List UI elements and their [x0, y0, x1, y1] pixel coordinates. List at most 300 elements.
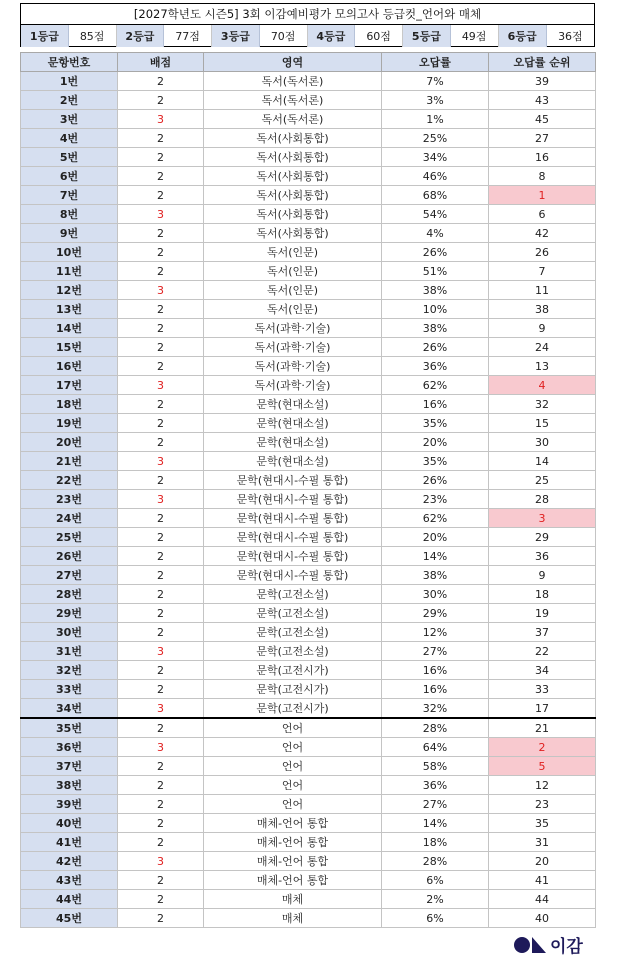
cell-error-rank: 31 — [489, 833, 596, 852]
cell-number: 17번 — [21, 376, 118, 395]
cell-error-rate: 51% — [382, 262, 489, 281]
cell-points: 3 — [118, 738, 204, 757]
cell-number: 35번 — [21, 718, 118, 738]
table-row — [21, 547, 596, 566]
table-row — [21, 795, 596, 814]
cell-area: 독서(인문) — [204, 281, 382, 300]
error-rate-table — [20, 52, 596, 928]
cell-error-rank: 4 — [489, 376, 596, 395]
cell-points: 2 — [118, 91, 204, 110]
table-row — [21, 718, 596, 738]
cell-points: 2 — [118, 509, 204, 528]
cell-number: 10번 — [21, 243, 118, 262]
cell-points: 2 — [118, 167, 204, 186]
table-row — [21, 395, 596, 414]
cell-error-rank: 26 — [489, 243, 596, 262]
cell-error-rate: 46% — [382, 167, 489, 186]
cell-error-rate: 28% — [382, 718, 489, 738]
cell-error-rank: 15 — [489, 414, 596, 433]
grade-cell — [21, 25, 117, 47]
igam-logo-icon — [513, 935, 547, 955]
cell-area: 독서(사회통합) — [204, 167, 382, 186]
cell-error-rank: 45 — [489, 110, 596, 129]
cell-error-rank: 33 — [489, 680, 596, 699]
cell-error-rank: 37 — [489, 623, 596, 642]
cell-number: 7번 — [21, 186, 118, 205]
cell-error-rank: 39 — [489, 72, 596, 91]
grade-cell — [499, 25, 595, 47]
cell-number: 3번 — [21, 110, 118, 129]
cell-number: 25번 — [21, 528, 118, 547]
table-row — [21, 909, 596, 928]
table-row — [21, 129, 596, 148]
table-row — [21, 224, 596, 243]
cell-area: 독서(과학·기술) — [204, 357, 382, 376]
table-row — [21, 680, 596, 699]
cell-error-rate: 3% — [382, 91, 489, 110]
table-row — [21, 471, 596, 490]
table-row — [21, 776, 596, 795]
grade-score: 49점 — [451, 25, 499, 47]
cell-error-rate: 36% — [382, 357, 489, 376]
cell-number: 9번 — [21, 224, 118, 243]
cell-error-rate: 32% — [382, 699, 489, 719]
cell-error-rank: 43 — [489, 91, 596, 110]
table-row — [21, 871, 596, 890]
cell-area: 문학(현대소설) — [204, 414, 382, 433]
page-title: [2027학년도 시즌5] 3회 이감예비평가 모의고사 등급컷_언어와 매체 — [21, 4, 594, 25]
cell-error-rank: 1 — [489, 186, 596, 205]
grade-score: 85점 — [69, 25, 117, 47]
grade-cutoffs — [21, 25, 594, 47]
cell-area: 언어 — [204, 776, 382, 795]
table-row — [21, 890, 596, 909]
cell-points: 2 — [118, 776, 204, 795]
cell-points: 3 — [118, 642, 204, 661]
cell-area: 매체 — [204, 890, 382, 909]
cell-number: 31번 — [21, 642, 118, 661]
grade-cell — [403, 25, 499, 47]
cell-points: 2 — [118, 528, 204, 547]
cell-number: 45번 — [21, 909, 118, 928]
cell-area: 문학(현대소설) — [204, 452, 382, 471]
table-row — [21, 357, 596, 376]
cell-error-rate: 16% — [382, 661, 489, 680]
table-row — [21, 186, 596, 205]
cell-error-rank: 32 — [489, 395, 596, 414]
table-row — [21, 814, 596, 833]
table-row — [21, 300, 596, 319]
table-row — [21, 642, 596, 661]
cell-points: 2 — [118, 186, 204, 205]
table-row — [21, 852, 596, 871]
cell-error-rank: 11 — [489, 281, 596, 300]
cell-number: 16번 — [21, 357, 118, 376]
cell-number: 38번 — [21, 776, 118, 795]
cell-error-rank: 42 — [489, 224, 596, 243]
table-row — [21, 262, 596, 281]
cell-points: 2 — [118, 357, 204, 376]
cell-points: 3 — [118, 490, 204, 509]
cell-area: 문학(고전시가) — [204, 680, 382, 699]
cell-area: 독서(사회통합) — [204, 129, 382, 148]
cell-area: 독서(과학·기술) — [204, 338, 382, 357]
table-header-row — [21, 53, 596, 72]
cell-points: 2 — [118, 680, 204, 699]
grade-score: 36점 — [558, 30, 583, 43]
cell-area: 독서(인문) — [204, 300, 382, 319]
cell-error-rank: 34 — [489, 661, 596, 680]
cell-error-rate: 1% — [382, 110, 489, 129]
cell-area: 독서(사회통합) — [204, 205, 382, 224]
table-row — [21, 738, 596, 757]
cell-number: 2번 — [21, 91, 118, 110]
table-row — [21, 661, 596, 680]
cell-area: 독서(과학·기술) — [204, 319, 382, 338]
cell-error-rate: 26% — [382, 243, 489, 262]
cell-error-rate: 16% — [382, 395, 489, 414]
cell-error-rank: 36 — [489, 547, 596, 566]
cell-error-rate: 14% — [382, 547, 489, 566]
grade-label: 6등급 — [499, 25, 547, 47]
cell-error-rank: 21 — [489, 718, 596, 738]
cell-area: 문학(고전소설) — [204, 585, 382, 604]
cell-number: 15번 — [21, 338, 118, 357]
cell-area: 문학(현대시-수필 통합) — [204, 490, 382, 509]
cell-error-rate: 58% — [382, 757, 489, 776]
cell-error-rate: 34% — [382, 148, 489, 167]
cell-number: 43번 — [21, 871, 118, 890]
cell-number: 34번 — [21, 699, 118, 719]
cell-area: 문학(현대소설) — [204, 395, 382, 414]
cell-error-rate: 20% — [382, 433, 489, 452]
cell-area: 언어 — [204, 795, 382, 814]
cell-error-rank: 28 — [489, 490, 596, 509]
cell-error-rate: 64% — [382, 738, 489, 757]
cell-area: 문학(현대시-수필 통합) — [204, 471, 382, 490]
cell-error-rate: 68% — [382, 186, 489, 205]
cell-area: 매체-언어 통합 — [204, 833, 382, 852]
cell-points: 2 — [118, 129, 204, 148]
cell-error-rank: 20 — [489, 852, 596, 871]
table-body — [21, 72, 596, 928]
cell-points: 2 — [118, 871, 204, 890]
grade-score: 77점 — [164, 25, 212, 47]
table-row — [21, 528, 596, 547]
cell-error-rate: 62% — [382, 376, 489, 395]
grade-label: 5등급 — [403, 25, 451, 47]
table-row — [21, 414, 596, 433]
table-row — [21, 490, 596, 509]
cell-error-rank: 8 — [489, 167, 596, 186]
cell-error-rate: 6% — [382, 871, 489, 890]
header-box — [20, 3, 595, 47]
cell-number: 22번 — [21, 471, 118, 490]
cell-number: 39번 — [21, 795, 118, 814]
grade-label: 4등급 — [308, 25, 356, 47]
cell-area: 매체-언어 통합 — [204, 852, 382, 871]
table-row — [21, 757, 596, 776]
cell-number: 8번 — [21, 205, 118, 224]
cell-area: 독서(사회통합) — [204, 148, 382, 167]
cell-points: 2 — [118, 814, 204, 833]
cell-error-rank: 17 — [489, 699, 596, 719]
cell-area: 독서(독서론) — [204, 72, 382, 91]
cell-points: 3 — [118, 452, 204, 471]
table-row — [21, 585, 596, 604]
cell-error-rate: 14% — [382, 814, 489, 833]
cell-error-rank: 35 — [489, 814, 596, 833]
grade-label: 3등급 — [212, 25, 260, 47]
cell-area: 독서(독서론) — [204, 110, 382, 129]
grade-label: 2등급 — [117, 25, 165, 47]
cell-points: 2 — [118, 795, 204, 814]
cell-number: 37번 — [21, 757, 118, 776]
cell-points: 3 — [118, 699, 204, 719]
cell-number: 32번 — [21, 661, 118, 680]
cell-number: 4번 — [21, 129, 118, 148]
cell-number: 40번 — [21, 814, 118, 833]
cell-points: 2 — [118, 319, 204, 338]
cell-area: 문학(현대소설) — [204, 433, 382, 452]
table-row — [21, 509, 596, 528]
cell-error-rate: 12% — [382, 623, 489, 642]
cell-points: 2 — [118, 604, 204, 623]
cell-error-rank: 3 — [489, 509, 596, 528]
cell-error-rate: 38% — [382, 281, 489, 300]
cell-number: 13번 — [21, 300, 118, 319]
cell-number: 36번 — [21, 738, 118, 757]
cell-points: 2 — [118, 471, 204, 490]
grade-cell — [212, 25, 308, 47]
cell-area: 언어 — [204, 738, 382, 757]
cell-error-rate: 2% — [382, 890, 489, 909]
cell-error-rate: 29% — [382, 604, 489, 623]
cell-error-rate: 23% — [382, 490, 489, 509]
column-header-area: 영역 — [204, 53, 382, 72]
cell-number: 27번 — [21, 566, 118, 585]
cell-error-rank: 44 — [489, 890, 596, 909]
cell-error-rank: 2 — [489, 738, 596, 757]
cell-points: 2 — [118, 547, 204, 566]
cell-number: 6번 — [21, 167, 118, 186]
cell-error-rank: 7 — [489, 262, 596, 281]
cell-error-rank: 40 — [489, 909, 596, 928]
cell-error-rank: 6 — [489, 205, 596, 224]
cell-error-rate: 4% — [382, 224, 489, 243]
cell-error-rank: 14 — [489, 452, 596, 471]
table-row — [21, 281, 596, 300]
column-header-points: 배점 — [118, 53, 204, 72]
grade-cell — [117, 25, 213, 47]
cell-area: 독서(사회통합) — [204, 186, 382, 205]
cell-number: 33번 — [21, 680, 118, 699]
table-row — [21, 699, 596, 719]
cell-points: 2 — [118, 243, 204, 262]
table-row — [21, 72, 596, 91]
cell-area: 독서(독서론) — [204, 91, 382, 110]
cell-points: 2 — [118, 585, 204, 604]
table-row — [21, 167, 596, 186]
column-header-number: 문항번호 — [21, 53, 118, 72]
cell-error-rate: 35% — [382, 414, 489, 433]
cell-error-rate: 27% — [382, 642, 489, 661]
cell-area: 독서(인문) — [204, 243, 382, 262]
cell-number: 23번 — [21, 490, 118, 509]
cell-points: 2 — [118, 566, 204, 585]
cell-area: 언어 — [204, 757, 382, 776]
cell-error-rate: 26% — [382, 471, 489, 490]
brand-logo-text: 이감 — [550, 937, 583, 957]
cell-error-rate: 27% — [382, 795, 489, 814]
cell-points: 2 — [118, 300, 204, 319]
cell-error-rate: 7% — [382, 72, 489, 91]
cell-error-rank: 9 — [489, 319, 596, 338]
cell-error-rate: 30% — [382, 585, 489, 604]
grade-cell — [308, 25, 404, 47]
cell-error-rate: 36% — [382, 776, 489, 795]
cell-points: 2 — [118, 433, 204, 452]
table-row — [21, 566, 596, 585]
cell-area: 문학(고전소설) — [204, 604, 382, 623]
cell-error-rank: 13 — [489, 357, 596, 376]
cell-number: 24번 — [21, 509, 118, 528]
cell-error-rate: 54% — [382, 205, 489, 224]
table-row — [21, 319, 596, 338]
table-row — [21, 833, 596, 852]
cell-area: 문학(고전소설) — [204, 642, 382, 661]
cell-error-rank: 25 — [489, 471, 596, 490]
table-row — [21, 205, 596, 224]
cell-area: 문학(현대시-수필 통합) — [204, 528, 382, 547]
cell-number: 29번 — [21, 604, 118, 623]
cell-points: 3 — [118, 281, 204, 300]
cell-number: 41번 — [21, 833, 118, 852]
table-row — [21, 623, 596, 642]
cell-points: 2 — [118, 757, 204, 776]
cell-area: 독서(사회통합) — [204, 224, 382, 243]
cell-error-rank: 16 — [489, 148, 596, 167]
cell-area: 매체-언어 통합 — [204, 814, 382, 833]
cell-area: 언어 — [204, 718, 382, 738]
cell-points: 3 — [118, 852, 204, 871]
cell-error-rank: 9 — [489, 566, 596, 585]
cell-error-rank: 22 — [489, 642, 596, 661]
cell-points: 2 — [118, 338, 204, 357]
cell-points: 3 — [118, 376, 204, 395]
table-row — [21, 376, 596, 395]
cell-points: 2 — [118, 833, 204, 852]
cell-error-rank: 12 — [489, 776, 596, 795]
cell-area: 문학(현대시-수필 통합) — [204, 509, 382, 528]
cell-area: 매체 — [204, 909, 382, 928]
cell-number: 14번 — [21, 319, 118, 338]
cell-error-rate: 35% — [382, 452, 489, 471]
cell-points: 2 — [118, 890, 204, 909]
cell-error-rate: 18% — [382, 833, 489, 852]
grade-score: 60점 — [355, 25, 403, 47]
cell-error-rank: 18 — [489, 585, 596, 604]
cell-error-rate: 20% — [382, 528, 489, 547]
table-row — [21, 243, 596, 262]
cell-error-rank: 19 — [489, 604, 596, 623]
cell-area: 문학(고전시가) — [204, 699, 382, 719]
cell-area: 매체-언어 통합 — [204, 871, 382, 890]
cell-points: 2 — [118, 623, 204, 642]
cell-error-rank: 30 — [489, 433, 596, 452]
table-row — [21, 148, 596, 167]
cell-error-rate: 26% — [382, 338, 489, 357]
cell-error-rate: 6% — [382, 909, 489, 928]
cell-error-rate: 16% — [382, 680, 489, 699]
cell-points: 2 — [118, 718, 204, 738]
cell-number: 1번 — [21, 72, 118, 91]
table-row — [21, 91, 596, 110]
cell-points: 2 — [118, 395, 204, 414]
cell-error-rank: 41 — [489, 871, 596, 890]
cell-error-rate: 38% — [382, 566, 489, 585]
grade-score: 70점 — [260, 25, 308, 47]
cell-error-rank: 29 — [489, 528, 596, 547]
cell-points: 2 — [118, 72, 204, 91]
cell-error-rank: 23 — [489, 795, 596, 814]
cell-number: 18번 — [21, 395, 118, 414]
cell-area: 문학(고전시가) — [204, 661, 382, 680]
cell-points: 2 — [118, 661, 204, 680]
cell-error-rank: 27 — [489, 129, 596, 148]
cell-points: 3 — [118, 110, 204, 129]
cell-area: 문학(현대시-수필 통합) — [204, 566, 382, 585]
cell-number: 42번 — [21, 852, 118, 871]
cell-error-rank: 5 — [489, 757, 596, 776]
cell-number: 44번 — [21, 890, 118, 909]
cell-points: 2 — [118, 148, 204, 167]
table-row — [21, 452, 596, 471]
cell-number: 30번 — [21, 623, 118, 642]
cell-points: 2 — [118, 909, 204, 928]
cell-area: 독서(과학·기술) — [204, 376, 382, 395]
brand-logo — [513, 932, 583, 957]
cell-area: 문학(고전소설) — [204, 623, 382, 642]
cell-error-rate: 28% — [382, 852, 489, 871]
cell-area: 문학(현대시-수필 통합) — [204, 547, 382, 566]
table-row — [21, 110, 596, 129]
grade-label: 1등급 — [21, 25, 69, 47]
cell-points: 2 — [118, 224, 204, 243]
column-header-error-rate: 오답률 — [382, 53, 489, 72]
cell-error-rate: 38% — [382, 319, 489, 338]
cell-points: 2 — [118, 262, 204, 281]
cell-number: 11번 — [21, 262, 118, 281]
cell-error-rank: 38 — [489, 300, 596, 319]
cell-error-rate: 25% — [382, 129, 489, 148]
table-row — [21, 338, 596, 357]
cell-number: 20번 — [21, 433, 118, 452]
cell-area: 독서(인문) — [204, 262, 382, 281]
cell-error-rank: 24 — [489, 338, 596, 357]
cell-points: 3 — [118, 205, 204, 224]
column-header-error-rank: 오답률 순위 — [489, 53, 596, 72]
cell-error-rate: 10% — [382, 300, 489, 319]
cell-number: 28번 — [21, 585, 118, 604]
cell-number: 26번 — [21, 547, 118, 566]
table-row — [21, 604, 596, 623]
cell-number: 19번 — [21, 414, 118, 433]
cell-number: 12번 — [21, 281, 118, 300]
cell-error-rate: 62% — [382, 509, 489, 528]
cell-number: 21번 — [21, 452, 118, 471]
table-row — [21, 433, 596, 452]
